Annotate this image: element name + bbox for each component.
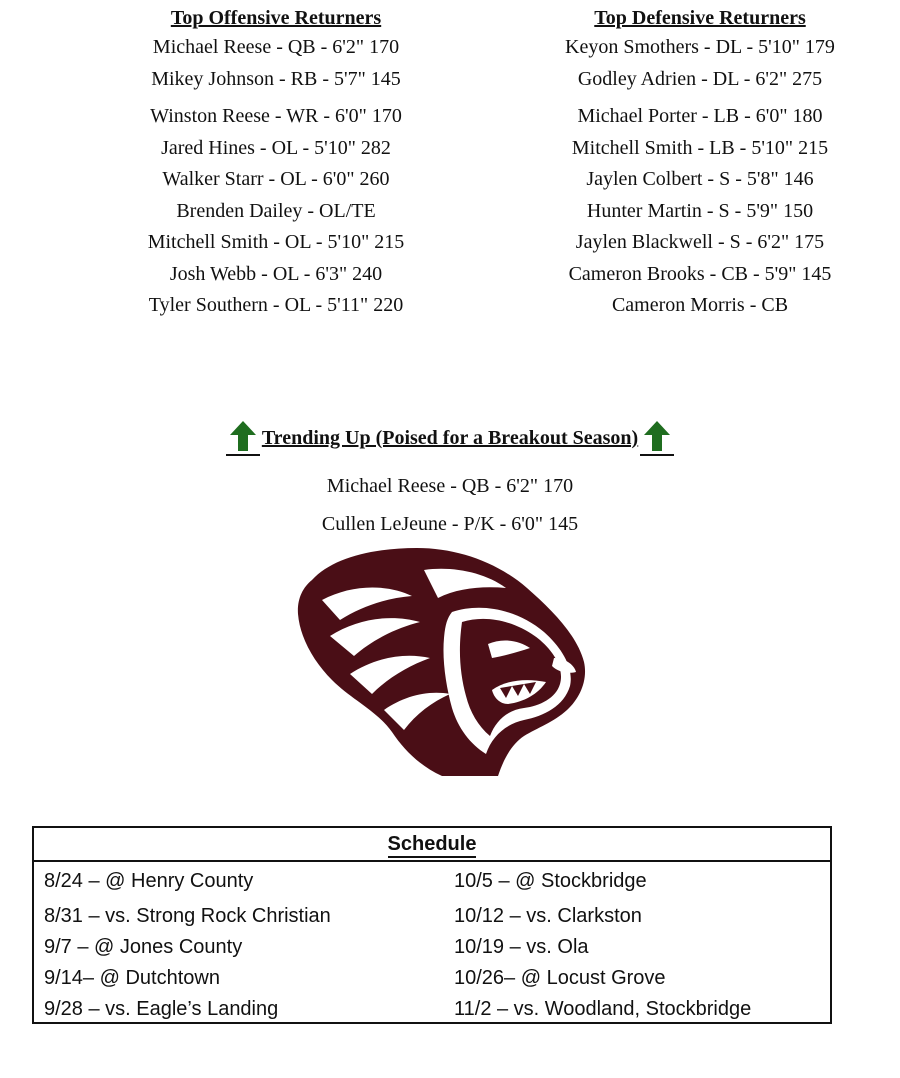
player-item: Tyler Southern - OL - 5'11" 220 <box>148 294 404 316</box>
trending-up-title: Trending Up (Poised for a Breakout Season) <box>261 427 639 449</box>
up-arrow-icon <box>226 418 260 456</box>
schedule-item: 10/12 – vs. Clarkston <box>454 905 642 927</box>
schedule-table <box>32 826 832 1024</box>
player-item: Jaylen Colbert - S - 5'8" 146 <box>586 168 814 190</box>
player-item: Walker Starr - OL - 6'0" 260 <box>162 168 390 190</box>
player-item: Jaylen Blackwell - S - 6'2" 175 <box>575 231 825 253</box>
player-item: Hunter Martin - S - 5'9" 150 <box>586 199 814 222</box>
schedule-item: 9/14– @ Dutchtown <box>44 967 220 989</box>
player-item: Cameron Morris - CB <box>611 294 789 316</box>
schedule-item: 10/19 – vs. Ola <box>454 936 589 958</box>
player-item: Jared Hines - OL - 5'10" 282 <box>161 136 391 159</box>
schedule-column-left <box>44 866 331 1025</box>
trending-up-header <box>226 418 674 456</box>
player-item: Brenden Dailey - OL/TE <box>176 199 376 222</box>
player-item: Cullen LeJeune - P/K - 6'0" 145 <box>321 513 579 535</box>
schedule-item: 10/26– @ Locust Grove <box>454 967 666 989</box>
schedule-header <box>34 828 830 862</box>
player-item: Michael Reese - QB - 6'2" 170 <box>326 475 574 497</box>
player-item: Mikey Johnson - RB - 5'7" 145 <box>151 67 401 90</box>
schedule-item: 9/7 – @ Jones County <box>44 936 243 958</box>
schedule-item: 10/5 – @ Stockbridge <box>454 870 647 892</box>
schedule-title: Schedule <box>388 833 477 858</box>
schedule-item: 8/31 – vs. Strong Rock Christian <box>44 905 331 927</box>
player-item: Winston Reese - WR - 6'0" 170 <box>150 105 402 127</box>
schedule-item: 11/2 – vs. Woodland, Stockbridge <box>454 998 752 1020</box>
player-item: Cameron Brooks - CB - 5'9" 145 <box>568 262 832 285</box>
defensive-player-list <box>520 32 880 322</box>
player-item: Keyon Smothers - DL - 5'10" 179 <box>565 36 835 58</box>
player-item: Mitchell Smith - OL - 5'10" 215 <box>147 231 405 253</box>
defensive-returners <box>520 4 880 322</box>
bear-mascot-logo <box>292 540 592 780</box>
trending-player-list <box>0 467 900 543</box>
player-item: Mitchell Smith - LB - 5'10" 215 <box>571 136 829 159</box>
schedule-item: 9/28 – vs. Eagle’s Landing <box>44 998 279 1020</box>
offensive-returners-title: Top Offensive Returners <box>170 7 382 29</box>
offensive-player-list <box>96 32 456 322</box>
schedule-body <box>34 862 830 1020</box>
player-item: Michael Reese - QB - 6'2" 170 <box>152 36 400 58</box>
defensive-returners-title: Top Defensive Returners <box>594 7 806 29</box>
up-arrow-icon <box>640 418 674 456</box>
schedule-column-right <box>454 866 751 1025</box>
player-item: Godley Adrien - DL - 6'2" 275 <box>577 67 823 90</box>
trending-up-section <box>0 418 900 543</box>
player-item: Josh Webb - OL - 6'3" 240 <box>169 262 383 285</box>
player-item: Michael Porter - LB - 6'0" 180 <box>577 105 823 127</box>
offensive-returners <box>96 4 456 322</box>
schedule-item: 8/24 – @ Henry County <box>44 870 254 892</box>
